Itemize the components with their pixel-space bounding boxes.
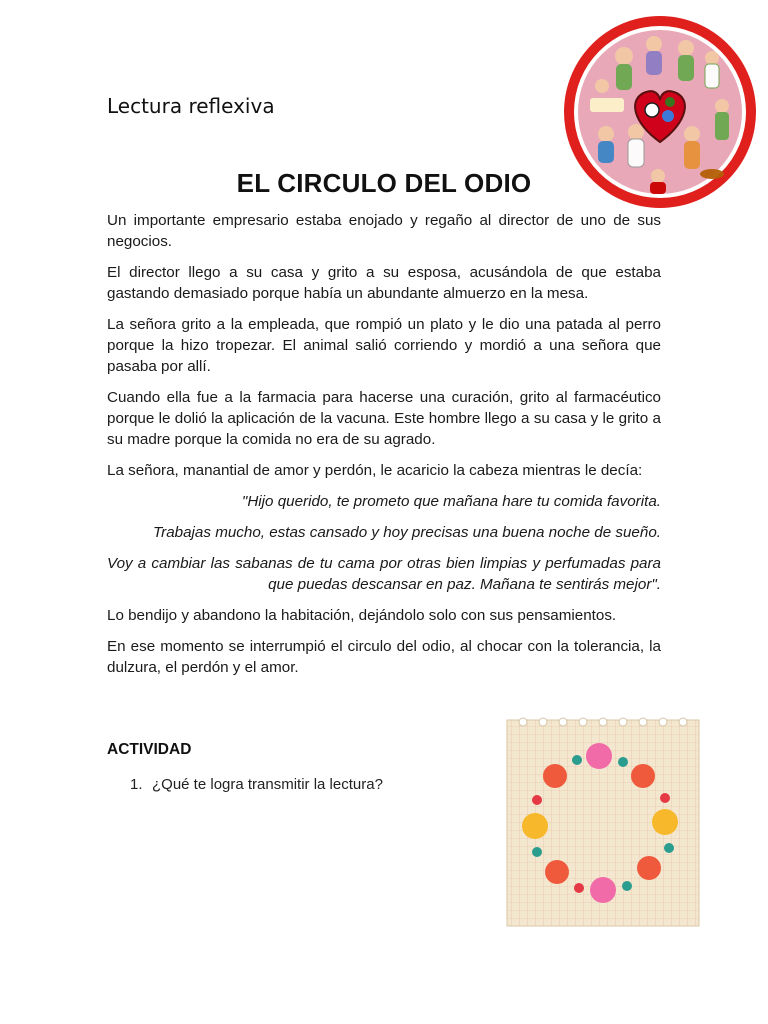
paragraph: La señora, manantial de amor y perdón, le acaricio la cabeza mientras le decía: — [107, 462, 643, 479]
page-title: EL CIRCULO DEL ODIO — [236, 168, 532, 198]
quote-line: "Hijo querido, te prometo que mañana hare tu comida favorita. — [241, 493, 661, 510]
paragraph: Un importante empresario estaba enojado y regaño al director de uno de sus negocios. — [107, 212, 661, 250]
activity-question — [130, 776, 383, 793]
paragraph: Cuando ella fue a la farmacia para hacerse una curación, grito al farmacéutico porque le dolió la aplicación de la vacuna. Este hombre llego a su casa y le grito a su madre porque la comida no era de su agrado. — [107, 389, 661, 448]
quote-line: Trabajas mucho, estas cansado y hoy precisas una buena noche de sueño. — [153, 524, 661, 541]
paragraph: Lo bendijo y abandono la habitación, dejándolo solo con sus pensamientos. — [107, 607, 617, 624]
question-text: ¿Qué te logra transmitir la lectura? — [152, 776, 383, 793]
reading-text — [107, 210, 661, 688]
flower-wreath-notepad-illustration — [503, 710, 703, 930]
quote-line: Voy a cambiar las sabanas de tu cama por otras bien limpias y perfumadas para que puedas descansar en paz. Mañana te sentirás mejor". — [107, 555, 661, 593]
paragraph: En ese momento se interrumpió el circulo del odio, al chocar con la tolerancia, la dulzura, el perdón y el amor. — [107, 638, 661, 676]
paragraph: La señora grito a la empleada, que rompió un plato y le dio una patada al perro porque la hizo tropezar. El animal salió corriendo y mordió a una señora que pasaba por allí. — [107, 316, 661, 375]
question-number: 1. — [130, 776, 143, 793]
activity-heading: ACTIVIDAD — [107, 741, 192, 758]
subtitle: Lectura reflexiva — [107, 94, 275, 118]
paragraph: El director llego a su casa y grito a su esposa, acusándola de que estaba gastando demasiado porque había un abundante almuerzo en la mesa. — [107, 264, 661, 302]
